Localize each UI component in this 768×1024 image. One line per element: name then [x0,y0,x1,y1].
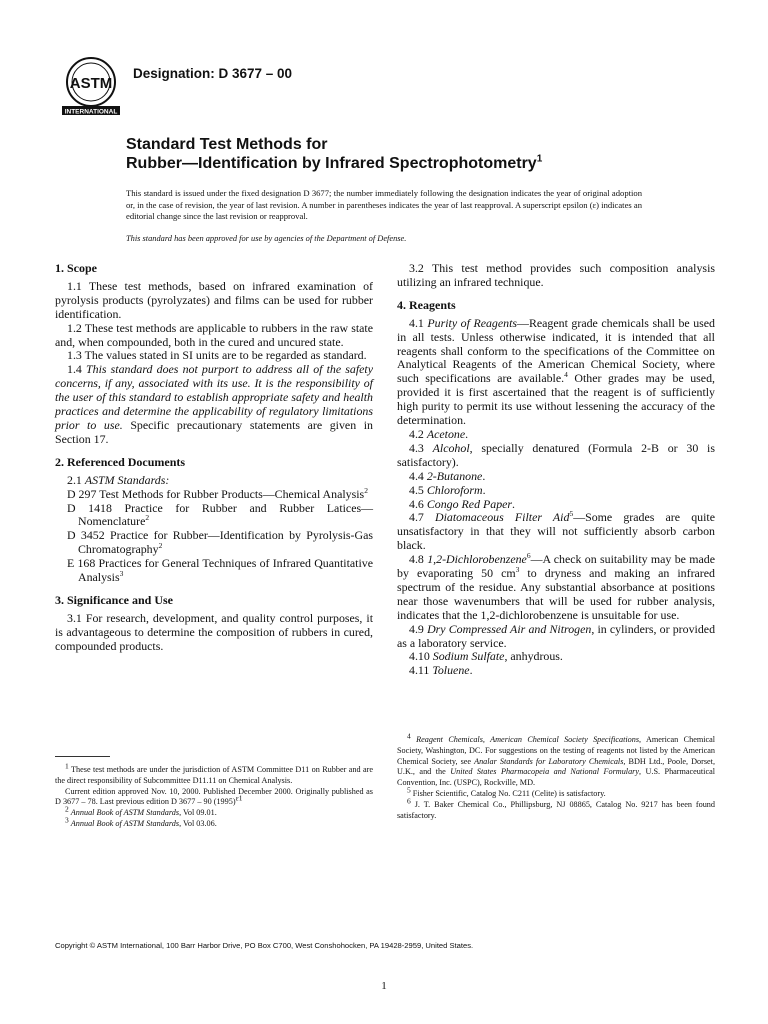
footnote-mark: 1 [65,761,69,771]
reference-item [55,529,373,557]
footnote-title: Annual Book of ASTM Standards [70,818,180,828]
footnote-text: , U.S. Pharmaceutical Convention, Inc. (USPC), Rockville, MD. [397,767,715,788]
safety-caveat: This standard does not purport to address all of the safety concerns, if any, associated with its use. It is the responsibility of the user of this standard to establish appropriate safety and health practices and determine the applicability of regulatory limitations prior to use. [55,362,373,432]
reagent-label: Diatomaceous Filter Aid [435,510,570,525]
footnote-5 [397,785,715,800]
reagent-label: Dry Compressed Air and Nitrogen [427,621,592,636]
section-heading-significance: 3. Significance and Use [55,592,174,607]
paragraph-4-1 [397,317,715,428]
reagent-label: Acetone [426,426,466,441]
paragraph-text: Other grades may be used, provided it is first ascertained that the reagent is of sufficiently high purity to permit its use without lessening the accuracy of the determination. [397,371,715,428]
paragraph-4-11: 4.11 Toluene. [409,663,473,678]
epsilon-mark: ε1 [235,793,243,803]
reference-text: D 1418 Practice for Rubber and Rubber Latices—Nomenclature [67,500,373,529]
reagent-label: Congo Red Paper [426,496,513,511]
subheading: ASTM Standards: [84,472,170,487]
reagent-label: Chloroform [426,482,483,497]
footnote-mark: 5 [407,785,411,795]
paragraph-number: 2.1 [67,472,85,487]
footnote-text: , Vol 09.01. [179,808,217,818]
paragraph-4-7 [397,511,715,553]
footnote-mark: 4 [564,370,568,380]
section-heading-scope: 1. Scope [55,261,97,275]
footnote-mark: 6 [407,796,411,806]
footnote-text: Fisher Scientific, Catalog No. C211 (Celite) is satisfactory. [410,788,606,798]
reagent-label: Purity of Reagents [427,315,518,330]
paragraph-3-1: 3.1 For research, development, and quality control purposes, it is advantageous to determine the composition of rubbers in cured, compounded products. [55,610,373,653]
paragraph-text: Specific precautionary statements are given in Section 17. [55,417,373,446]
paragraph-number: 1.4 [67,362,87,377]
footnote-mark: 4 [407,731,411,741]
reference-item [55,485,373,502]
paragraph-text: , in cylinders, or provided as a laboratory service. [397,621,716,650]
paragraph-4-8 [397,553,715,623]
footnotes-right [397,731,716,821]
svg-text:INTERNATIONAL: INTERNATIONAL [64,108,118,116]
footnote-title: Reagent Chemicals, American Chemical Society Specifications [416,735,640,744]
reference-text: D 3452 Practice for Rubber—Identification by Pyrolysis-Gas Chromatography [67,528,373,557]
paragraph-number: 4.10 [409,649,433,664]
footnote-title: Analar Standards for Laboratory Chemicals [474,756,624,766]
paragraph-number: 4.6 [409,496,427,511]
reagent-label: Toluene [432,663,470,678]
paragraph-number: 4.8 [409,552,428,567]
reference-item [55,502,373,530]
astm-logo [60,55,122,117]
paragraph-number: 4.9 [409,621,428,636]
reagent-label: 1,2-Dichlorobenzene [427,552,527,567]
paragraph-4-6: 4.6 Congo Red Paper. [409,496,516,511]
paragraph-number: 4.5 [409,482,427,497]
paragraph-text: , anhydrous. [504,649,563,664]
paragraph-1-3: 1.3 The values stated in SI units are to be regarded as standard. [67,348,367,363]
page-number: 1 [381,980,387,992]
footnote-title: United States Pharmacopeia and National Formulary [450,767,639,777]
footnote-rule [55,756,110,757]
paragraph-4-10 [397,650,715,664]
dod-notice: This standard has been approved for use by agencies of the Department of Defense. [126,234,407,243]
paragraph-2-1 [55,474,373,488]
title-text: Rubber—Identification by Infrared Spectrophotometry [126,155,537,172]
document-title [126,135,646,173]
designation: Designation: D 3677 – 00 [133,66,293,81]
title-footnote-mark: 1 [536,153,543,165]
left-column [55,262,373,654]
footnote-text: Current edition approved Nov. 10, 2000. Published December 2000. Originally published as D 3677 – 78. Last previous edition D 3677 – 90 (1995) [55,786,373,807]
paragraph-number: 4.4 [409,468,427,483]
footnote-mark: 3 [119,569,124,579]
paragraph-number: 4.7 [409,510,436,525]
svg-text:ASTM: ASTM [69,75,113,92]
reagent-label: Sodium Sulfate [432,649,505,664]
footnote-2 [55,804,373,819]
reference-text: D 297 Test Methods for Rubber Products—Chemical Analysis [67,486,365,501]
footnote-text: These test methods are under the jurisdiction of ASTM Committee D11 on Rubber and are the direct responsibility of Subcommittee D11.11 on Chemical Analysis. [55,765,373,785]
footnote-mark: 6 [526,551,531,561]
footnote-4 [397,731,716,789]
paragraph-4-3 [397,442,715,470]
paragraph-4-2: 4.2 Acetone. [409,426,469,441]
footnote-text: , American Chemical Society, Washington, DC. For suggestions on the testing of reagents not listed by the American Chemical Society, see [397,735,716,766]
footnote-mark: 2 [158,541,163,551]
paragraph-text: —Some grades are quite unsatisfactory in that they will not sufficiently absorb carbon black. [397,510,715,553]
paragraph-text: —Reagent grade chemicals shall be used in all tests. Unless otherwise indicated, it is intended that all reagents shall conform to the specifications of the Committee on Analytical Reagents of the American Chemical Society, where such specifications are available. [397,315,715,386]
paragraph-4-4: 4.4 2-Butanone. [409,468,486,483]
unit-exponent: 3 [515,565,520,575]
footnote-1-edition [55,787,373,809]
reference-item [55,557,373,585]
paragraph-text: to dryness and making an infrared spectrum of the residue. Any substantial absorbance at positions near those wavenumbers that will be used for rubber analysis, indicates that the 1,2-dichlorobenzene is unsuitable for use. [397,566,715,622]
footnote-6 [397,796,715,822]
reference-text: E 168 Practices for General Techniques of Infrared Quantitative Analysis [67,556,373,585]
section-heading-reagents: 4. Reagents [397,297,456,312]
paragraph-text: —A check on suitability may be made by evaporating 50 cm [397,552,715,581]
paragraph-text: , specially denatured (Formula 2-B or 30 is satisfactory). [397,440,715,469]
reagent-label: 2-Butanone [426,468,483,483]
footnotes-left [55,756,373,830]
footnote-title: Annual Book of ASTM Standards [70,808,180,818]
title-line-2 [126,154,646,173]
footnote-mark: 5 [569,509,574,519]
footnote-3 [55,815,373,830]
footnote-mark: 2 [145,513,150,523]
paragraph-1-1: 1.1 These test methods, based on infrared examination of pyrolysis products (pyrolyzates) and films can be used for rubber identification. [55,278,373,321]
paragraph-4-9 [397,623,715,651]
section-heading-referenced-documents: 2. Referenced Documents [55,454,186,469]
paragraph-number: 4.11 [409,663,433,678]
paragraph-number: 4.2 [409,426,427,441]
paragraph-3-2: 3.2 This test method provides such composition analysis utilizing an infrared technique. [397,261,715,289]
footnote-text: J. T. Baker Chemical Co., Phillipsburg, NJ 08865, Catalog No. 9217 has been found satisfactory. [397,799,715,820]
paragraph-1-2: 1.2 These test methods are applicable to rubbers in the raw state and, when compounded, both in the cured and uncured state. [55,320,373,349]
footnote-1 [55,761,373,787]
paragraph-number: 4.3 [409,440,433,455]
right-column [397,262,715,678]
paragraph-number: 4.1 [409,315,428,330]
footnote-mark: 2 [65,804,69,814]
title-line-1: Standard Test Methods for [126,136,328,153]
footnote-text: , BDH Ltd., Poole, Dorset, U.K., and the [397,756,715,777]
footnote-mark: 3 [65,815,69,825]
paragraph-1-4 [55,363,373,446]
footnote-text: , Vol 03.06. [179,818,217,828]
reagent-label: Alcohol [432,440,470,455]
footnote-mark: 2 [364,485,368,495]
issuance-notice: This standard is issued under the fixed designation D 3677; the number immediately following the designation indicates the year of original adoption or, in the case of revision, the year of last revision. A number in parentheses indicates the year of last reapproval. A superscript epsilon (ε) indicates an editorial change since the last revision or reapproval. [126,188,642,222]
copyright-line: Copyright © ASTM International, 100 Barr Harbor Drive, PO Box C700, West Conshohocken, PA 19428-2959, United States. [55,941,474,950]
paragraph-4-5: 4.5 Chloroform. [409,482,486,497]
